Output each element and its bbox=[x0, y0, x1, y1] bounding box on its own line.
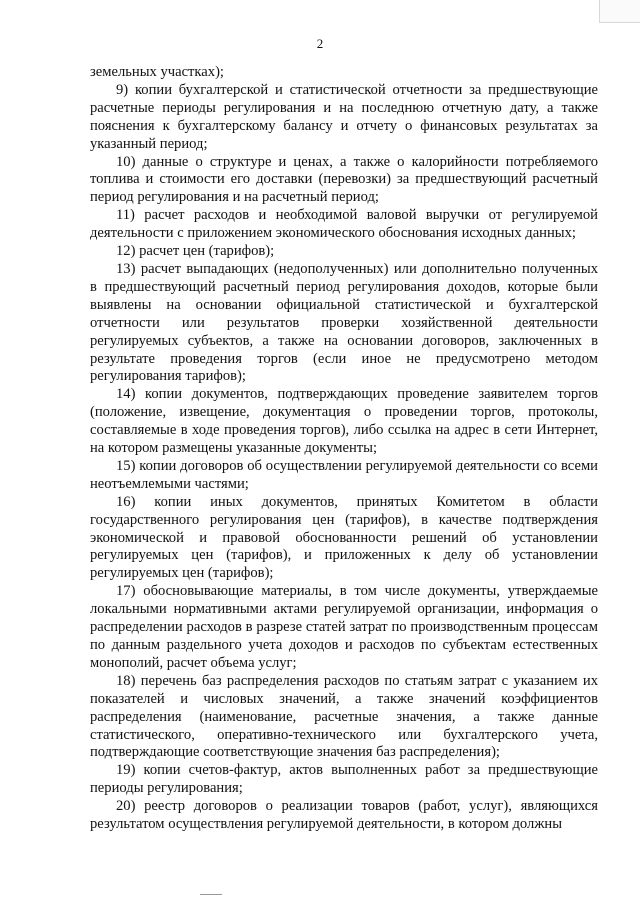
paragraph-item-20: 20) реестр договоров о реализации товаров (работ, услуг), являющихся результатом осуществления регулируемой деятельности, в котором должны bbox=[90, 798, 598, 833]
scan-corner-mark bbox=[599, 0, 640, 23]
paragraph-item-14: 14) копии документов, подтверждающих проведение заявителем торгов (положение, извещение, документация о проведении торгов, протоколы, составляемые в ходе проведения торгов), либо ссылка на адрес в сети Интернет, на котором размещены указанные документы; bbox=[90, 386, 598, 457]
paragraph-item-12: 12) расчет цен (тарифов); bbox=[116, 243, 275, 260]
paragraph-item-16: 16) копии иных документов, принятых Комитетом в области государственного регулирования цен (тарифов), в качестве подтверждения экономической и правовой обоснованности решений об установлении регулируемых цен (тарифов), и приложенных к делу об установлении регулируемых цен (тарифов); bbox=[90, 493, 598, 582]
paragraph-item-10: 10) данные о структуре и ценах, а также о калорийности потребляемого топлива и стоимости его доставки (перевозки) за предшествующий расчетный период регулирования и на расчетный период; bbox=[90, 153, 598, 206]
document-body bbox=[90, 64, 598, 834]
paragraph-item-18: 18) перечень баз распределения расходов по статьям затрат с указанием их показателей и числовых значений, а также значений коэффициентов распределения (наименование, расчетные значения, а также данные статистического, оперативно-технического или бухгалтерского учета, подтверждающие соответствующие значения баз распределения); bbox=[90, 672, 598, 761]
paragraph-item-15: 15) копии договоров об осуществлении регулируемой деятельности со всеми неотъемлемыми частями; bbox=[90, 457, 598, 492]
paragraph-item-9: 9) копии бухгалтерской и статистической отчетности за предшествующие расчетные периоды регулирования и на последнюю отчетную дату, а также пояснения к бухгалтерскому балансу и отчету о финансовых результатах за указанный период; bbox=[90, 81, 598, 152]
paragraph-item-17: 17) обосновывающие материалы, в том числе документы, утверждаемые локальными нормативными актами регулируемой организации, информация о распределении расходов в разрезе статей затрат по производственным процессам по данным раздельного учета доходов и расходов по субъектам естественных монополий, расчет объема услуг; bbox=[90, 583, 598, 671]
paragraph-item-19: 19) копии счетов-фактур, актов выполненных работ за предшествующие периоды регулирования; bbox=[90, 762, 598, 797]
paragraph-continuation: земельных участках); bbox=[90, 64, 224, 80]
paragraph-item-13: 13) расчет выпадающих (недополученных) или дополнительно полученных в предшествующий расчетный период регулирования доходов, которые были выявлены на основании официальной статистической и бухгалтерской отчетности или результатов проверки хозяйственной деятельности регулируемых субъектов, а также на основании договоров, заключенных в результате проведения торгов (если иное не предусмотрено методом регулирования тарифов); bbox=[90, 260, 598, 385]
page-number: 2 bbox=[316, 36, 324, 51]
scan-bottom-mark bbox=[200, 894, 222, 895]
paragraph-item-11: 11) расчет расходов и необходимой валовой выручки от регулируемой деятельности с приложением экономического обоснования исходных данных; bbox=[90, 207, 598, 242]
